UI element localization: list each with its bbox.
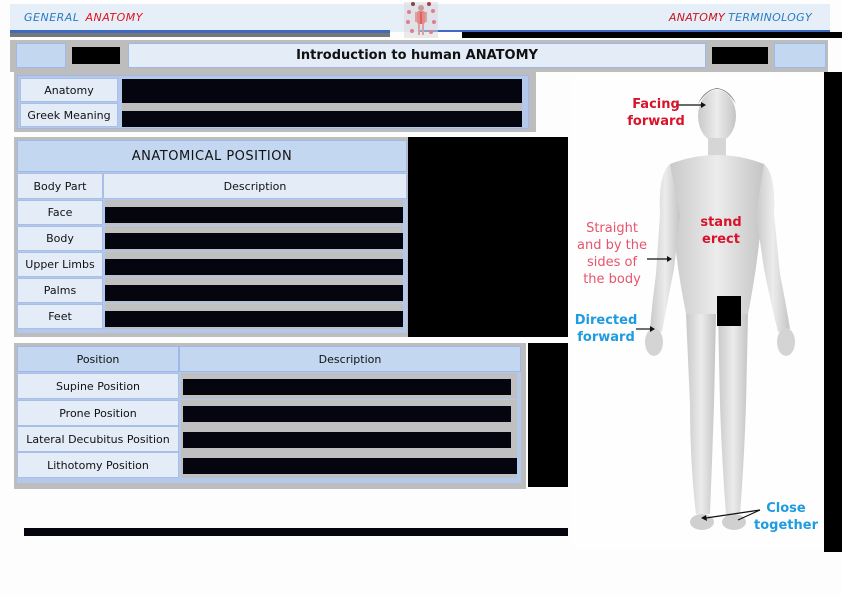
table-row-face: Face — [17, 200, 103, 225]
table-cell-lateral-decubitus-description — [181, 426, 517, 452]
redaction-box — [712, 47, 768, 64]
redaction-box — [528, 343, 568, 487]
label-close-together: Close together — [754, 501, 818, 533]
brand-word-general: GENERAL — [24, 11, 80, 24]
page-title: Introduction to human ANATOMY — [128, 43, 706, 68]
label-straight-by-sides: Straight and by the sides of the body — [576, 221, 647, 287]
table-row-upper-limbs: Upper Limbs — [17, 252, 103, 277]
definition-value-greek-meaning — [122, 103, 522, 127]
table-row-lateral-decubitus: Lateral Decubitus Position — [17, 426, 179, 452]
definition-label-anatomy: Anatomy — [20, 78, 118, 102]
title-cell-left — [16, 43, 66, 68]
redaction-bar — [24, 528, 568, 536]
anatomical-position-title: ANATOMICAL POSITION — [17, 140, 407, 172]
definition-table — [17, 75, 529, 129]
table-row-supine: Supine Position — [17, 373, 179, 399]
table-row-feet: Feet — [17, 304, 103, 329]
brand-word-anatomy: ANATOMY — [85, 11, 144, 24]
label-facing-forward: Facing forward — [627, 97, 685, 129]
brand-word-anatomy: ANATOMY — [668, 11, 726, 24]
table-row-palms: Palms — [17, 278, 103, 303]
brand-anatomy-terminology — [669, 11, 812, 24]
table-cell-body-description — [105, 226, 403, 251]
label-directed-forward: Directed forward — [574, 313, 638, 345]
human-body-organs-icon — [404, 2, 438, 38]
title-cell-right — [774, 43, 826, 68]
table-cell-feet-description — [105, 304, 403, 329]
label-stand-erect: stand erect — [700, 215, 742, 247]
table-cell-face-description — [105, 200, 403, 225]
definition-value-anatomy — [122, 79, 522, 103]
table-row-body: Body — [17, 226, 103, 251]
positions-table — [17, 346, 521, 483]
table-row-prone: Prone Position — [17, 400, 179, 426]
anatomical-position-table — [17, 140, 407, 333]
column-header-description: Description — [103, 173, 407, 199]
table-cell-lithotomy-description — [181, 452, 517, 478]
brand-general-anatomy — [24, 11, 143, 24]
redaction-bar — [462, 32, 842, 38]
table-cell-palms-description — [105, 278, 403, 303]
brand-word-terminology: TERMINOLOGY — [728, 11, 812, 24]
table-row-lithotomy: Lithotomy Position — [17, 452, 179, 478]
table-cell-prone-description — [181, 400, 517, 426]
definition-label-greek-meaning: Greek Meaning — [20, 103, 118, 127]
table-cell-upper-limbs-description — [105, 252, 403, 277]
redaction-box — [408, 137, 568, 337]
column-header-description: Description — [179, 346, 521, 372]
anatomical-position-figure — [570, 74, 824, 550]
column-header-body-part: Body Part — [17, 173, 103, 199]
header-rule-shadow — [10, 33, 390, 37]
redaction-box — [72, 47, 120, 64]
redaction-bar — [824, 72, 842, 552]
table-cell-supine-description — [181, 373, 517, 399]
column-header-position: Position — [17, 346, 179, 372]
